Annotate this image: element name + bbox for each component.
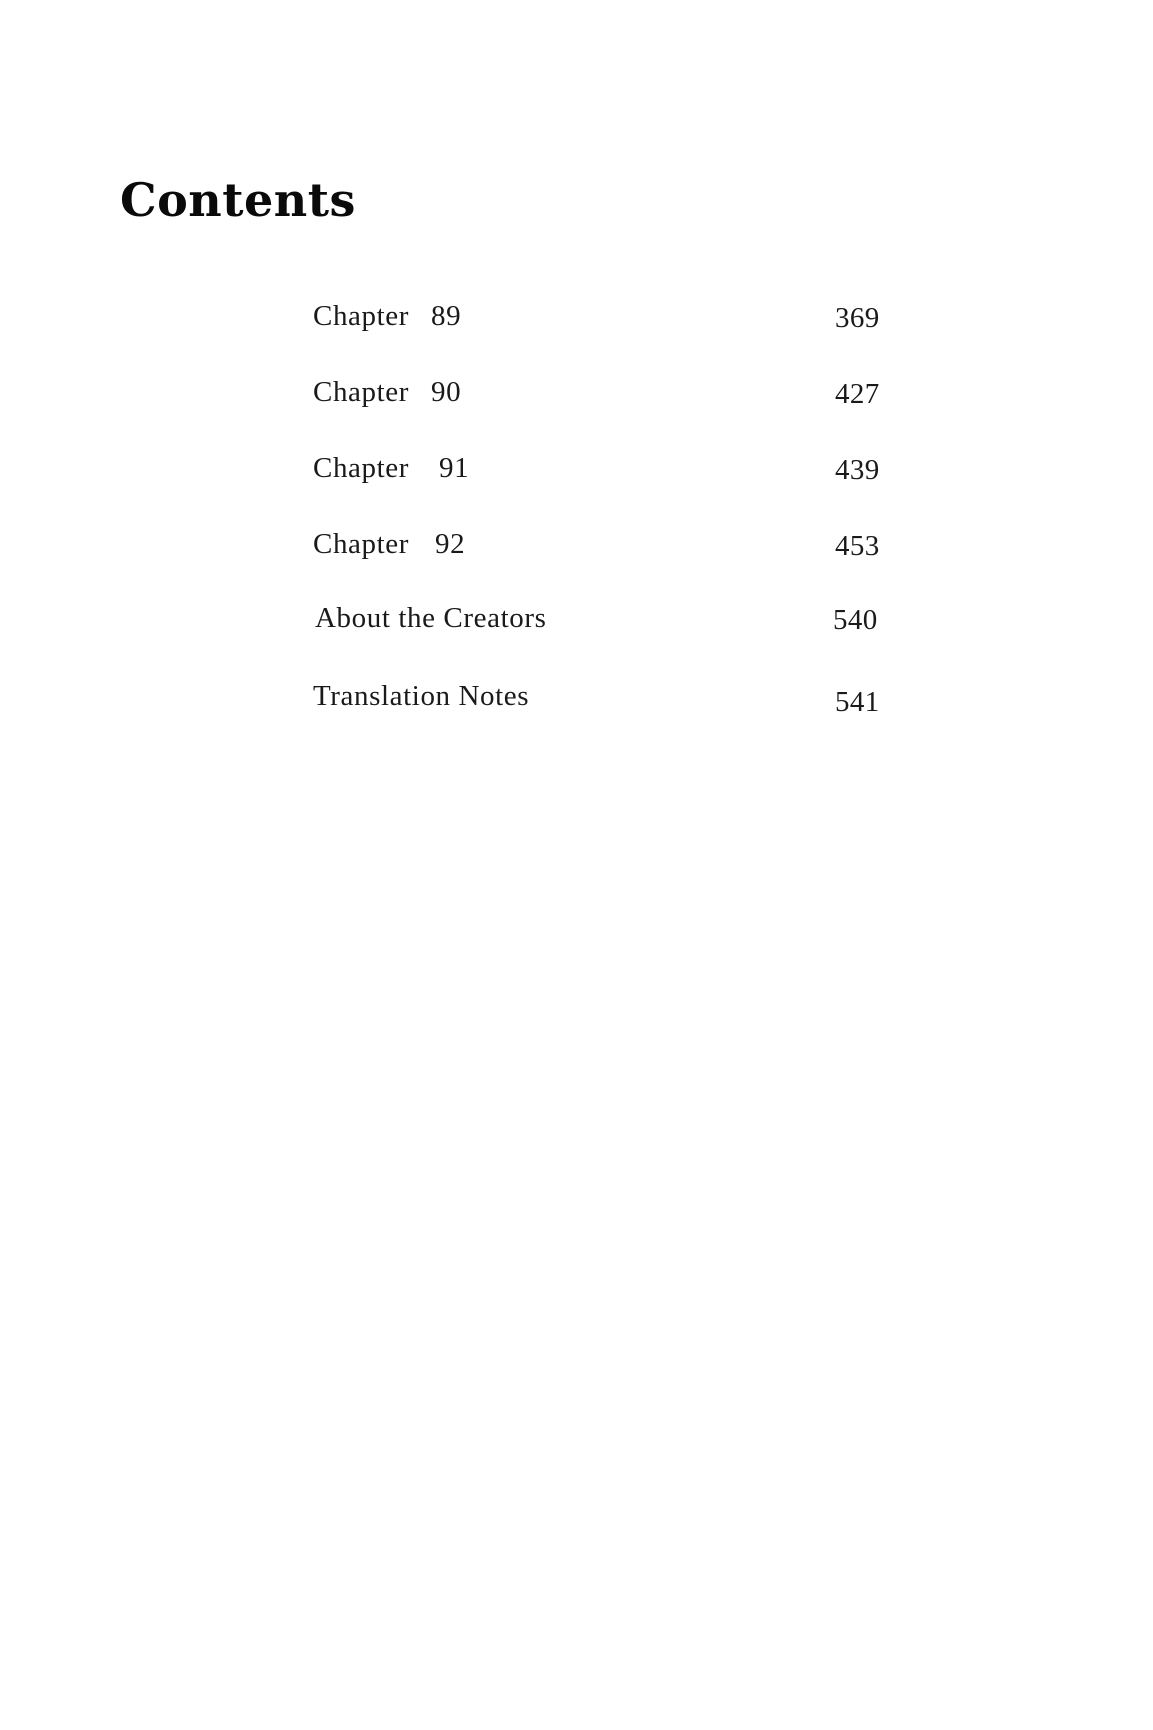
toc-entry-title: Chapter (313, 300, 410, 332)
toc-entry-page-number: 439 (835, 454, 880, 486)
toc-entry-about-the-creators[interactable] (313, 602, 888, 642)
toc-entry-chapter-number: 89 (431, 300, 462, 332)
toc-entry-page-number: 453 (835, 530, 880, 562)
toc-entry-chapter-92[interactable] (313, 528, 888, 568)
toc-entry-label (313, 680, 529, 713)
toc-entry-title: About the Creators (315, 602, 547, 634)
toc-entry-title: Translation Notes (313, 680, 530, 712)
toc-entry-label (313, 452, 469, 485)
toc-entry-page-number: 540 (833, 604, 878, 636)
toc-entry-title: Chapter (313, 528, 410, 560)
toc-entry-page-number: 541 (835, 686, 880, 718)
toc-entry-page-number: 369 (835, 302, 880, 334)
toc-entry-chapter-number: 91 (439, 452, 470, 484)
toc-entry-chapter-number: 92 (435, 528, 466, 560)
toc-entry-title: Chapter (313, 452, 410, 484)
toc-entry-label (315, 602, 546, 635)
page-title: Contents (120, 173, 356, 227)
toc-entry-label (313, 528, 465, 561)
toc-entry-chapter-91[interactable] (313, 452, 888, 492)
toc-entry-page-number: 427 (835, 378, 880, 410)
toc-entry-chapter-90[interactable] (313, 376, 888, 416)
toc-entry-translation-notes[interactable] (313, 680, 888, 720)
toc-entry-label (313, 300, 461, 333)
toc-entry-chapter-89[interactable] (313, 300, 888, 340)
toc-entry-label (313, 376, 461, 409)
toc-entry-chapter-number: 90 (431, 376, 462, 408)
toc-entry-title: Chapter (313, 376, 410, 408)
